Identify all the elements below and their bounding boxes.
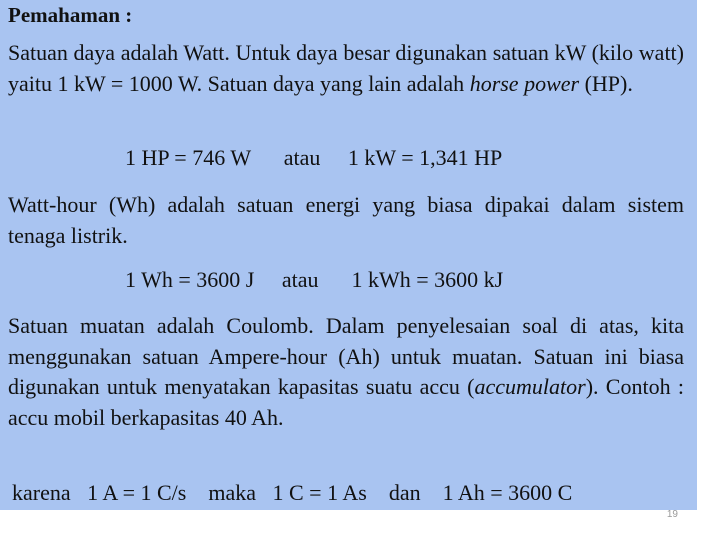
formula-connector: atau [283,145,321,170]
formula-third: 1 Ah = 3600 C [442,480,573,505]
formula-right: 1 kW = 1,341 HP [347,145,503,170]
energy-units-paragraph: Watt-hour (Wh) adalah satuan energi yang biasa dipakai dalam sistem tenaga listrik. [8,192,684,248]
charge-conversion-formula [12,480,572,506]
formula-connector: atau [281,267,319,292]
formula-lead: karena [12,480,71,505]
energy-conversion-formula [125,267,503,293]
formula-connector: dan [388,480,421,505]
formula-left: 1 Wh = 3600 J [125,267,255,292]
slide-number: 19 [666,509,678,520]
paragraph-text: Satuan daya adalah Watt. Untuk daya besar digunakan satuan kW (kilo watt) yaitu 1 kW = 1000 W. Satuan daya yang lain adalah [8,40,684,96]
formula-first: 1 A = 1 C/s [87,480,187,505]
charge-units-paragraph [8,311,684,433]
formula-connector: maka [208,480,256,505]
formula-left: 1 HP = 746 W [125,145,251,170]
page-heading: Pemahaman : [8,3,133,27]
power-conversion-formula [125,145,502,171]
slide-margin [697,0,720,510]
italic-term: accumulator [474,374,586,399]
power-units-paragraph [8,37,684,99]
formula-right: 1 kWh = 3600 kJ [351,267,504,292]
paragraph-text: Satuan muatan adalah Coulomb. Dalam penyelesaian soal di atas, kita menggunakan satuan Ampere-hour (Ah) untuk muatan. Satuan ini biasa digunakan untuk menyatakan kapasitas suatu accu ( [8,313,684,399]
paragraph-text: ). Contoh : accu mobil berkapasitas 40 Ah. [8,374,684,430]
italic-term: horse power [469,71,580,96]
paragraph-text: (HP). [579,71,633,96]
formula-second: 1 C = 1 As [272,480,367,505]
